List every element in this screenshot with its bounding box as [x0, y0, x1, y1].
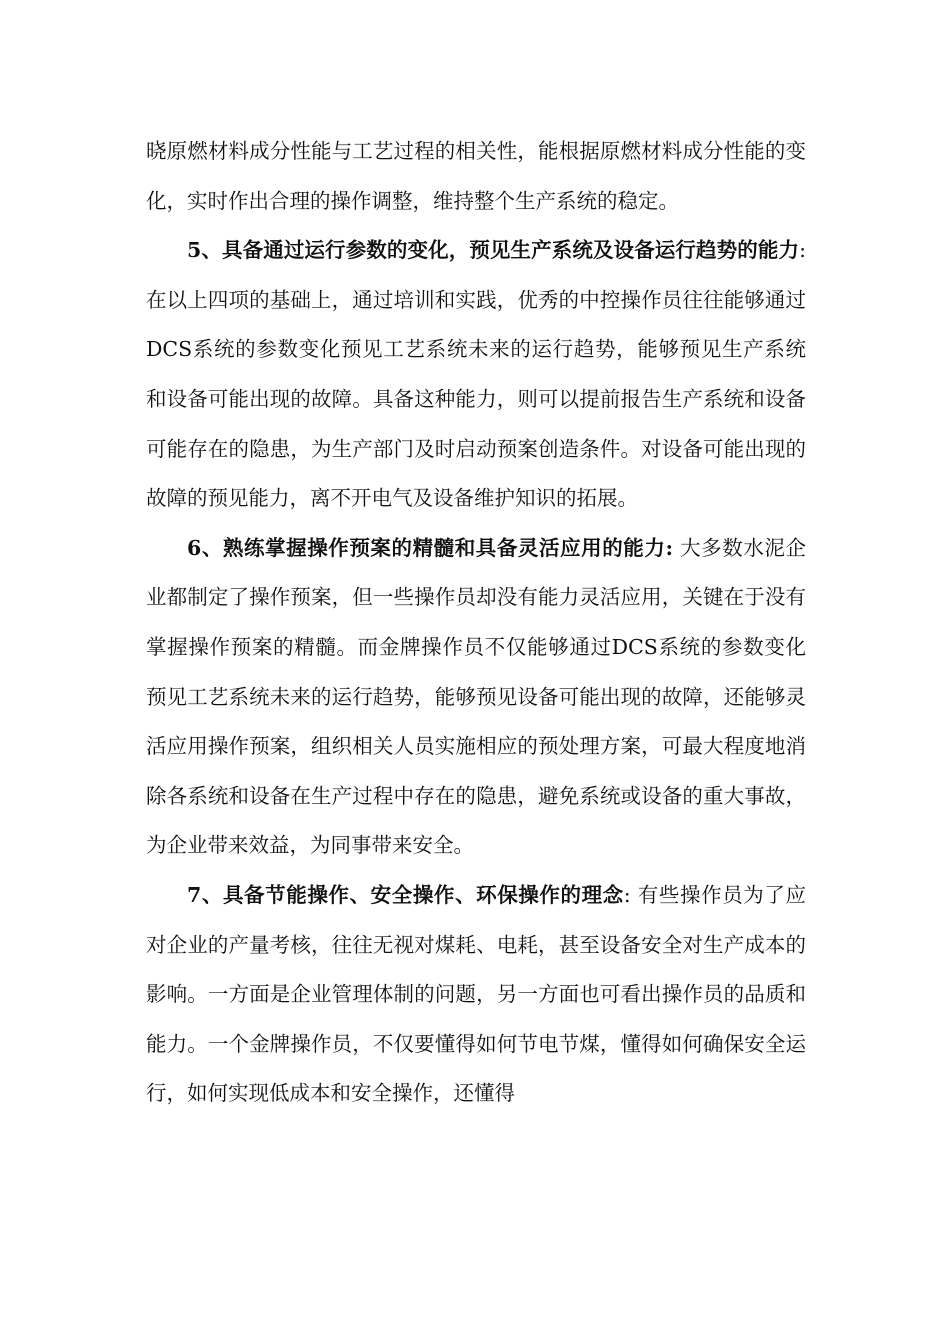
- paragraph-continuation: [146, 127, 806, 226]
- paragraph-text: 有些操作员为了应对企业的产量考核，往往无视对煤耗、电耗，甚至设备安全对生产成本的影响。一方面是企业管理体制的问题，另一方面也可看出操作员的品质和能力。一个金牌操作员，不仅要懂得如何节电节煤，懂得如何确保安全运行，如何实现低成本和安全操作，还懂得: [146, 882, 806, 1106]
- heading-separator: :: [623, 882, 631, 907]
- paragraph-text: 晓原燃材料成分性能与工艺过程的相关性，能根据原燃材料成分性能的变化，实时作出合理的操作调整，维持整个生产系统的稳定。: [146, 139, 806, 213]
- paragraph-item-5: [146, 226, 806, 524]
- paragraph-item-7: [146, 871, 806, 1119]
- paragraph-heading: 6、熟练掌握操作预案的精髓和具备灵活应用的能力:: [187, 535, 674, 560]
- paragraph-text: 在以上四项的基础上，通过培训和实践，优秀的中控操作员往往能够通过DCS系统的参数变化预见工艺系统未来的运行趋势，能够预见生产系统和设备可能出现的故障。具备这种能力，则可以提前报告生产系统和设备可能存在的隐患，为生产部门及时启动预案创造条件。对设备可能出现的故障的预见能力，离不开电气及设备维护知识的拓展。: [146, 287, 806, 511]
- paragraph-heading: 7、具备节能操作、安全操作、环保操作的理念: [187, 882, 624, 907]
- paragraph-heading: 5、具备通过运行参数的变化，预见生产系统及设备运行趋势的能力: [187, 238, 800, 263]
- document-body: [146, 127, 806, 1119]
- paragraph-item-6: [146, 524, 806, 871]
- paragraph-text: 大多数水泥企业都制定了操作预案，但一些操作员却没有能力灵活应用，关键在于没有掌握操作预案的精髓。而金牌操作员不仅能够通过DCS系统的参数变化预见工艺系统未来的运行趋势，能够预见设备可能出现的故障，还能够灵活应用操作预案，组织相关人员实施相应的预处理方案，可最大程度地消除各系统和设备在生产过程中存在的隐患，避免系统或设备的重大事故，为企业带来效益，为同事带来安全。: [146, 535, 806, 858]
- heading-separator: :: [799, 238, 806, 263]
